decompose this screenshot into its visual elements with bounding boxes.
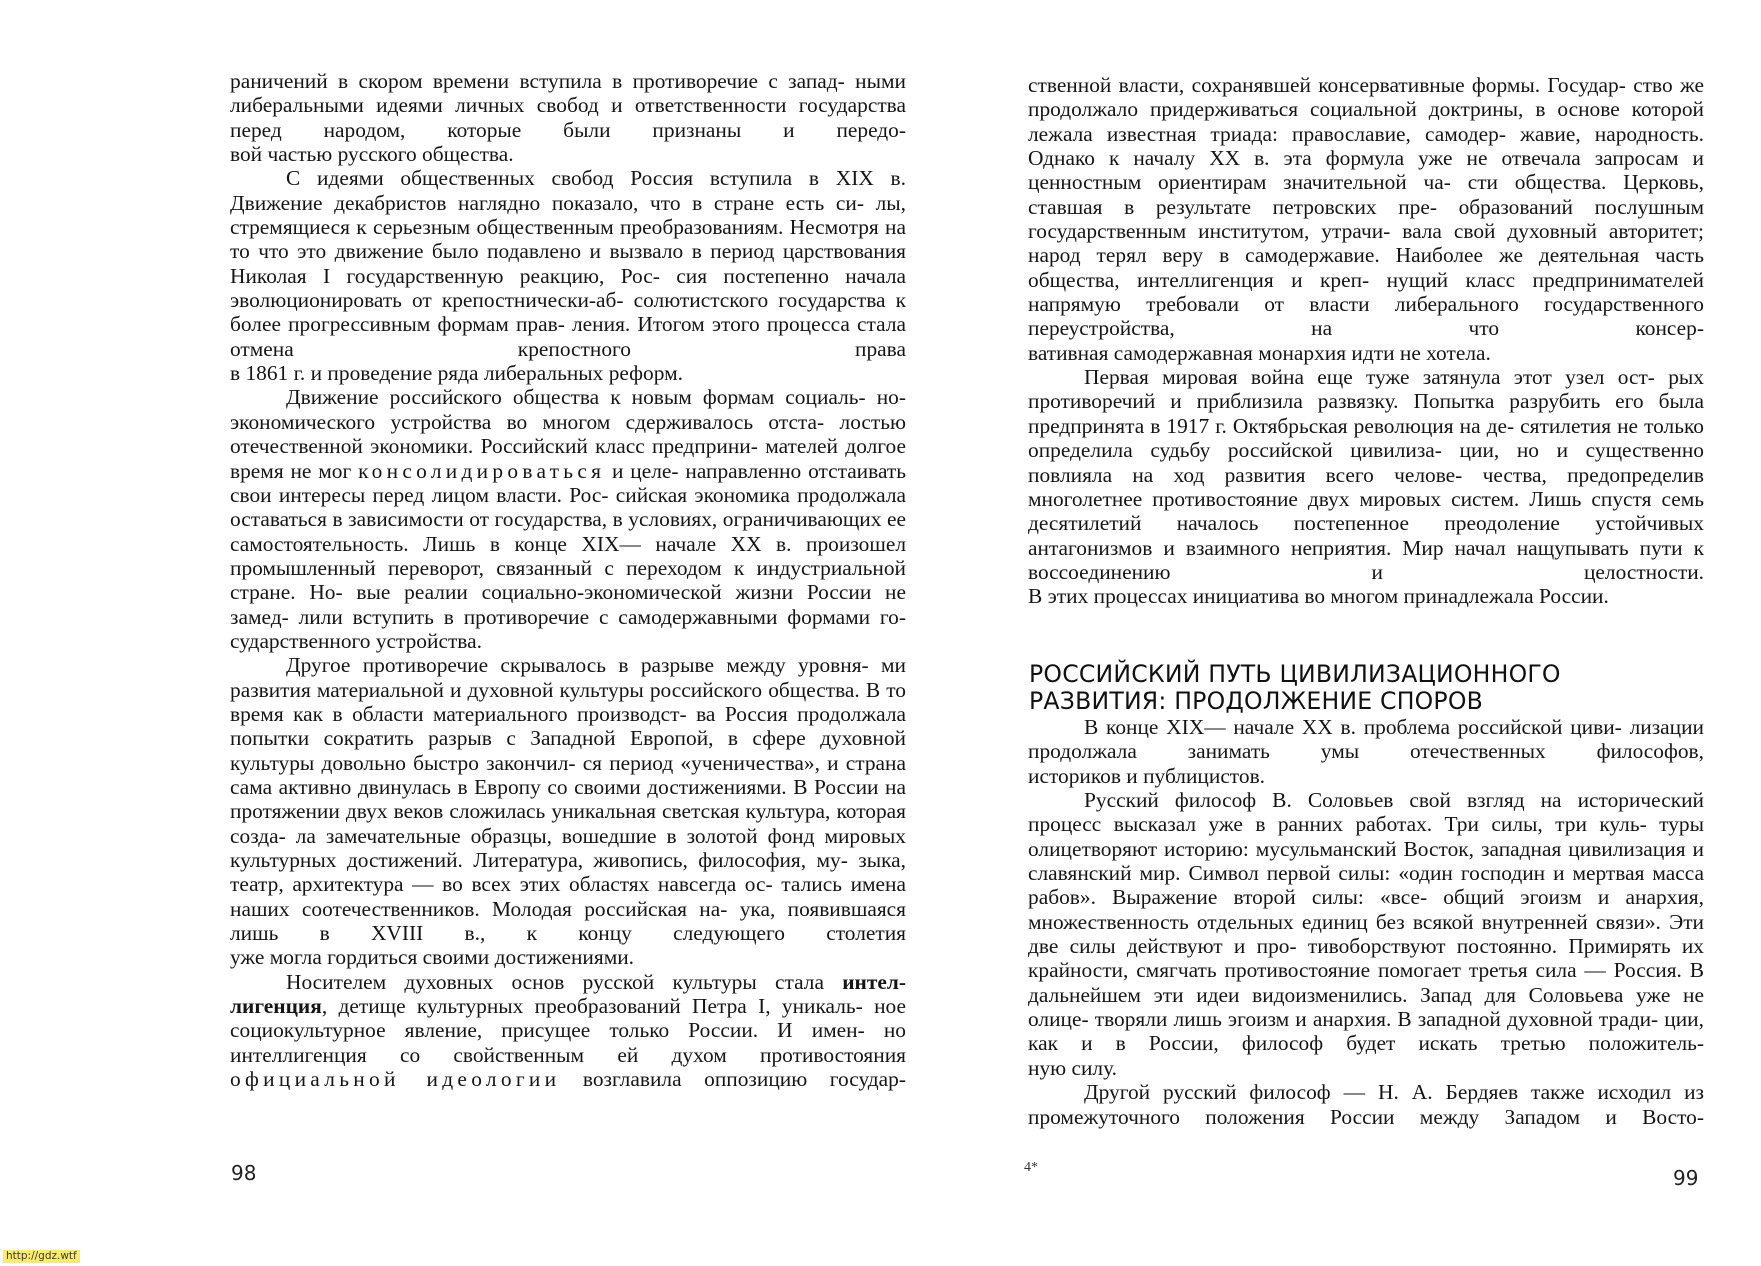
left-paragraph-2 <box>230 166 906 361</box>
text-line: нущий класс предпринимателей напрямую требовали от власти <box>1028 267 1705 317</box>
left-paragraph-4 <box>230 653 906 945</box>
text-line: государства перед народом, которые были признаны и передо- <box>230 93 906 142</box>
text-line: общий эгоизм и анархия, множественность отдельных единиц <box>1028 885 1704 934</box>
text-line: в 1861 г. и проведение ряда либеральных реформ. <box>230 361 683 386</box>
text-line: Движение декабристов наглядно показало, что в стране есть си- <box>230 190 864 215</box>
text-line: основе которой лежала известная триада: православие, самодер- <box>1028 97 1704 146</box>
emphasis-spaced: консолидироваться <box>358 458 606 483</box>
text-line: ство же продолжало придерживаться социальной доктрины, в <box>1028 73 1704 122</box>
left-paragraph-1 <box>230 69 906 142</box>
text-line: отвечала запросам и ценностным ориентирам значительной ча- <box>1028 146 1704 195</box>
text-line: лизации продолжала занимать умы отечественных философов, <box>1028 715 1704 764</box>
right-paragraph-3 <box>1028 715 1704 764</box>
text-line: систем. Лишь спустя семь десятилетий началось постепенное <box>1028 486 1704 536</box>
text-line: рых противоречий и приблизила развязку. Попытка разрубить <box>1028 365 1704 414</box>
text-line: сти общества. Церковь, ставшая в результате петровских пре- <box>1028 170 1704 219</box>
text-line: господин и мертвая масса рабов». Выражение второй силы: «все- <box>1028 861 1704 910</box>
text-line: туры олицетворяют историю: мусульманский Восток, западная <box>1028 812 1704 861</box>
text-line: Европу со своими достижениями. В России на протяжении двух <box>230 774 906 824</box>
text-line: и целе- <box>605 458 679 483</box>
text-line: Другой русский философ — Н. А. Бердяев также исходил <box>1084 1080 1672 1105</box>
text-line: переворот, связанный с переходом к индустриальной стране. Но- <box>230 555 906 605</box>
text-line: историков и публицистов. <box>1028 763 1266 788</box>
text-line: В конце XIX— начале XX в. проблема российской циви- <box>1084 715 1622 739</box>
term-bold: лигенция <box>230 994 322 1019</box>
text-line: В этих процессах инициатива во многом принадлежала России. <box>1028 584 1609 609</box>
text-line: но-экономического устройства во многом сдерживалось отста- <box>230 385 906 434</box>
text-line: лостью отечественной экономики. Российский класс предприни- <box>230 409 906 459</box>
text-line: сударственного устройства. <box>230 628 482 653</box>
text-line: общества. В то время как в области материального производст- <box>230 677 906 726</box>
text-line: вые реалии социально-экономической жизни России не замед- <box>230 580 906 629</box>
right-paragraph-1 <box>1028 73 1704 341</box>
text-line: ся период «ученичества», и страна сама активно двинулась в <box>230 750 906 799</box>
right-paragraph-2 <box>1028 365 1704 584</box>
text-line: ука, появившаяся лишь в XVIII в., к концу следующего столетия <box>230 896 906 946</box>
text-line: лы, стремящиеся к серьезным общественным преобразованиям. <box>230 190 906 240</box>
text-line: противостояние помогает третья сила — Россия. В дальнейшем <box>1028 958 1704 1007</box>
right-page <box>990 0 1761 1266</box>
text-line: Европой, в сфере духовной культуры довольно быстро закончил- <box>230 726 906 775</box>
text-line: ными либеральными идеями личных свобод и ответственности <box>230 69 906 118</box>
emphasis-spaced: официальной идеологии <box>230 1067 561 1092</box>
section-heading-line: РОССИЙСКИЙ ПУТЬ ЦИВИЛИЗАЦИОННОГО <box>1029 660 1561 688</box>
section-heading-line: РАЗВИТИЯ: ПРОДОЛЖЕНИЕ СПОРОВ <box>1029 687 1484 715</box>
signature-mark: 4* <box>1024 1160 1038 1175</box>
text-line: веков сложилась уникальная светская культура, которая созда- <box>230 799 906 848</box>
text-line: уже могла гордиться своими достижениями. <box>230 945 635 970</box>
source-watermark: http://gdz.wtf <box>3 1250 80 1263</box>
text-line: Наиболее же деятельная часть общества, интеллигенция и креп- <box>1028 243 1704 292</box>
text-line: из промежуточного положения России между Западом и Восто- <box>1028 1080 1704 1129</box>
text-line: вала свой духовный авторитет; народ терял веру в самодержавие. <box>1028 219 1704 268</box>
text-line: раничений в скором времени вступила в противоречие с запад- <box>230 69 845 93</box>
text-line: ственной власти, сохранявшей консервативные формы. Государ- <box>1028 73 1626 97</box>
text-line: ную силу. <box>1028 1055 1117 1080</box>
text-line: Первая мировая война еще туже затянула этот узел ост- <box>1084 365 1655 390</box>
text-line: процесс высказал уже в ранних работах. Три силы, три куль- <box>1028 812 1647 837</box>
text-line: вативная самодержавная монархия идти не хотела. <box>1028 340 1491 365</box>
text-line: ми развития материальной и духовной культуры российского <box>230 653 906 702</box>
text-line: ла замечательные образцы, вошедшие в золотой фонд мировых <box>295 823 906 848</box>
text-line: Несмотря на то что это движение было подавлено и вызвало в <box>230 215 906 264</box>
left-paragraph-3 <box>230 385 906 628</box>
text-line: лили вступить в противоречие с самодержавными формами го- <box>298 604 906 629</box>
text-line: возглавила оппозицию государ- <box>560 1067 906 1092</box>
text-line: мателей долгое время не мог <box>230 434 906 483</box>
text-line: Мир начал нащупывать пути к воссоединению и целостности. <box>1028 535 1704 584</box>
text-line: ции, но и существенно повлияла на ход развития всего челове- <box>1028 438 1704 487</box>
text-line: период царствования Николая I государственную реакцию, Рос- <box>230 239 906 288</box>
text-line: без всякой внутренней связи». Эти две силы действуют и про- <box>1028 909 1704 959</box>
text-line: тались имена наших соотечественников. Молодая российская на- <box>230 872 906 921</box>
right-page-text-lower <box>1028 715 1704 1129</box>
text-line: культурных достижений. Литература, живопись, философия, му- <box>230 848 848 872</box>
text-line: , детище культурных преобразований Петра I, уникаль- <box>321 994 863 1019</box>
right-paragraph-4 <box>1028 788 1704 1056</box>
text-line: эти идеи видоизменились. Запад для Соловьева уже не олице- <box>1028 982 1704 1032</box>
text-line: творяли лишь эгоизм и анархия. В западной духовной тради- <box>1094 1007 1659 1032</box>
text-line: солютистского государства к более прогрессивным формам прав- <box>230 288 906 337</box>
text-line: ления. Итогом этого процесса стала отмена крепостного права <box>230 312 906 361</box>
right-page-text <box>1028 73 1704 609</box>
text-line: жавие, народность. Однако к началу XX в. эта формула уже не <box>1028 121 1704 171</box>
text-line: его была предпринята в 1917 г. Октябрьская революция на де- <box>1028 389 1704 438</box>
page-number-right: 99 <box>1673 1166 1699 1190</box>
section-heading <box>1029 661 1719 715</box>
text-line: ное социокультурное явление, присущее только России. И имен- <box>230 994 906 1043</box>
right-paragraph-5 <box>1028 1080 1704 1129</box>
text-line: сия постепенно начала эволюционировать от крепостнически-аб- <box>230 263 906 313</box>
text-line: ции, как и в России, философ будет искать третью положитель- <box>1028 1007 1704 1056</box>
text-line: С идеями общественных свобод Россия вступила в XIX в. <box>286 166 906 191</box>
text-line: государства, в условиях, ограничивающих ее самостоятельность. <box>230 507 906 556</box>
text-line: сийская экономика продолжала оставаться в зависимости от <box>230 482 906 532</box>
text-line: Другое противоречие скрывалось в разрыве между уровня- <box>286 653 869 678</box>
text-line: Русский философ В. Соловьев свой взгляд на исторический <box>1084 788 1704 813</box>
text-line: преодоление устойчивых антагонизмов и взаимного неприятия. <box>1028 511 1704 560</box>
text-line: сятилетия не только определила судьбу российской цивилиза- <box>1028 413 1704 463</box>
text-line: вой частью русского общества. <box>230 142 514 167</box>
text-line: цивилизация и славянский мир. Символ первой силы: «один <box>1028 836 1704 886</box>
text-line: Движение российского общества к новым формам социаль- <box>286 385 866 410</box>
text-line: образований послушным государственным институтом, утрачи- <box>1028 194 1704 244</box>
text-line: направленно отстаивать свои интересы перед лицом власти. Рос- <box>230 458 906 507</box>
page-number-left: 98 <box>231 1161 257 1185</box>
text-line: тивоборствуют постоянно. Примирять их крайности, смягчать <box>1028 934 1704 983</box>
text-line: зыка, театр, архитектура — во всех этих областях навсегда ос- <box>230 848 906 897</box>
left-page-text <box>230 69 906 1091</box>
left-paragraph-5 <box>230 970 906 1092</box>
text-line: Носителем духовных основ русской культуры стала <box>286 969 843 994</box>
text-line: либерального государственного переустройства, на что консер- <box>1028 292 1705 341</box>
text-line: чества, предопределив многолетнее противостояние двух мировых <box>1028 462 1704 511</box>
text-line: Лишь в конце XIX— начале XX в. произошел промышленный <box>230 531 906 580</box>
text-line: ва Россия продолжала попытки сократить разрыв с Западной <box>230 701 906 751</box>
text-line: но интеллигенция со свойственным ей духом противостояния <box>230 1018 906 1067</box>
term-bold: интел- <box>842 969 906 994</box>
